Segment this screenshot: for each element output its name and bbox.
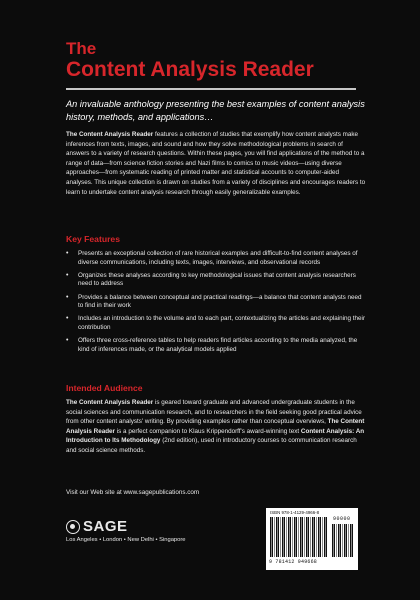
- barcode-digits: 9 781412 949668: [269, 559, 318, 565]
- bullet-icon: •: [66, 293, 69, 301]
- sage-logo-text: SAGE: [83, 518, 128, 535]
- list-item: [66, 272, 366, 289]
- title-divider: [66, 88, 356, 90]
- bullet-icon: •: [66, 250, 69, 257]
- price-code: 90000: [333, 516, 351, 522]
- book-title: Content Analysis Reader: [66, 58, 314, 81]
- price-barcode-icon: [332, 524, 354, 557]
- companion-title: Content Analysis: An Introduction to Its Methodology: [66, 427, 365, 445]
- audience-text-2: is a perfect companion to Klaus Krippendorff's award-winning text: [115, 427, 301, 435]
- feature-text: Offers three cross-reference tables to help readers find articles according to the media analyzed, the kind of inferences made, or the analytical models applied: [78, 337, 358, 353]
- list-item: [66, 294, 366, 311]
- intro-paragraph: [66, 130, 366, 197]
- barcode-bars-icon: [270, 517, 328, 557]
- isbn-text: ISBN 978-1-4129-4966-8: [270, 510, 320, 515]
- tagline: An invaluable anthology presenting the best examples of content analysis history, methods, and applications…: [66, 99, 365, 122]
- key-features-list: [66, 250, 366, 359]
- barcode: [266, 508, 358, 570]
- list-item: [66, 337, 366, 354]
- audience-paragraph: [66, 398, 366, 456]
- sage-logo: [66, 518, 128, 535]
- feature-text: Includes an introduction to the volume and to each part, contextualizing the articles and explaining their contribution: [78, 315, 366, 331]
- website-line: Visit our Web site at www.sagepublications.com: [66, 489, 200, 496]
- bullet-icon: •: [66, 271, 69, 279]
- bullet-icon: •: [66, 315, 69, 323]
- title-the: The: [66, 39, 97, 58]
- sage-logo-icon: [66, 520, 80, 534]
- list-item: [66, 315, 366, 332]
- publisher-cities: Los Angeles • London • New Delhi • Singapore: [66, 537, 186, 543]
- list-item: [66, 250, 366, 267]
- key-features-heading: Key Features: [66, 234, 120, 244]
- feature-text: Organizes these analyses according to key methodological issues that content analysis researchers need to address: [78, 271, 356, 288]
- bullet-icon: •: [66, 337, 69, 345]
- intro-body: features a collection of studies that exemplify how content analysts make inferences from texts, images, and sound and how they solve methodological problems in search of answers to a variety of research questions. Within these pages, you will find applications of the method to a range of data—from science fiction stories and Nazi films to comics to music videos—using diverse approaches—from systematic reading of printed matter and statistical accounts to computer-aided analyses. This unique collection is drawn on studies from a variety of disciplines and encourages readers to learn to undertake content analysis research through easily generalizable examples.: [66, 131, 366, 196]
- audience-book-name: The Content Analysis Reader: [66, 399, 154, 406]
- audience-book-name-2: The Content Analysis Reader: [66, 418, 365, 435]
- intro-book-name: The Content Analysis Reader: [66, 131, 154, 138]
- audience-text-3: (2nd edition), used in introductory courses to communication research and social science methods.: [66, 437, 357, 454]
- intended-audience-heading: Intended Audience: [66, 383, 143, 393]
- feature-text: Presents an exceptional collection of rare historical examples and difficult-to-find content analyses of diverse communications, including texts, images, interviews, and observational records: [78, 250, 358, 266]
- feature-text: Provides a balance between conceptual and practical readings—a balance that content analysts need to find in their work: [78, 293, 362, 310]
- audience-text-1: is geared toward graduate and advanced undergraduate students in the social sciences and communication research, and to researchers in the field seeking good practical advice from other content analysts' writing. By providing examples rather than conceptual overviews,: [66, 399, 362, 426]
